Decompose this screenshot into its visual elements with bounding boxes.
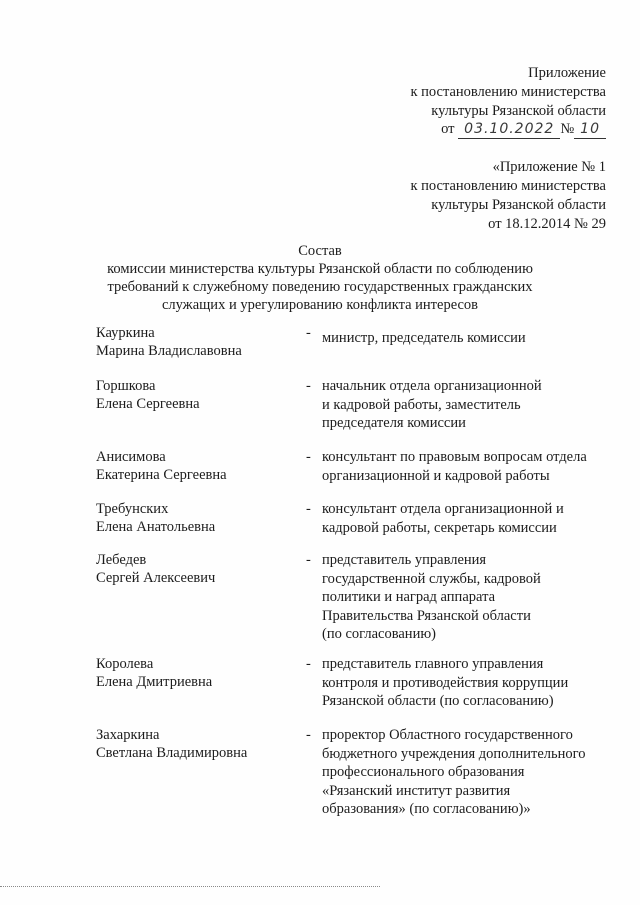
role-line: Правительства Рязанской области [322, 607, 531, 624]
member-role [322, 726, 612, 819]
role-line: государственной службы, кадровой [322, 570, 541, 587]
member-surname: Захаркина [96, 727, 160, 743]
handwritten-date: 03.10.2022 [458, 120, 560, 139]
handwritten-number: 10 [574, 120, 606, 139]
member-role [322, 377, 612, 433]
member-given-name: Екатерина Сергеевна [96, 467, 227, 483]
member-surname: Горшкова [96, 378, 156, 394]
role-line: бюджетного учреждения дополнительного [322, 745, 586, 762]
member-given-name: Елена Дмитриевна [96, 674, 213, 690]
header-line-2: к постановлению министерства [410, 84, 606, 100]
member-surname: Лебедев [96, 552, 147, 568]
quote-line-3: культуры Рязанской области [431, 197, 606, 213]
member-name [96, 448, 296, 484]
role-line: профессионального образования [322, 764, 525, 781]
member-role [322, 448, 612, 485]
member-surname: Анисимова [96, 449, 166, 465]
member-name [96, 726, 296, 762]
title-line-4: служащих и урегулированию конфликта интересов [161, 297, 479, 313]
member-given-name: Елена Анатольевна [96, 519, 216, 535]
member-given-name: Марина Владиславовна [96, 343, 242, 359]
role-line: организационной и кадровой работы [322, 467, 550, 484]
member-given-name: Елена Сергеевна [96, 396, 200, 412]
member-given-name: Сергей Алексеевич [96, 570, 216, 586]
header-line-3: культуры Рязанской области [431, 103, 606, 119]
role-line: начальник отдела организационной [322, 378, 542, 394]
role-line: Рязанской области (по согласованию) [322, 693, 554, 710]
member-surname: Требунских [96, 501, 169, 517]
member-role [322, 329, 612, 348]
title-line-3: требований к служебному поведению государственных гражданских [107, 279, 533, 295]
role-line: представитель управления [322, 552, 487, 568]
header-line-1: Приложение [528, 65, 606, 81]
member-given-name: Светлана Владимировна [96, 745, 248, 761]
date-prefix: от [441, 121, 455, 137]
role-line: председателя комиссии [322, 415, 466, 432]
role-line: представитель главного управления [322, 656, 544, 672]
member-dash: - [306, 727, 311, 743]
role-line: (по согласованию) [322, 626, 436, 643]
role-line: политики и наград аппарата [322, 589, 496, 606]
role-line: консультант отдела организационной и [322, 501, 564, 517]
role-line: «Рязанский институт развития [322, 782, 511, 799]
member-dash: - [306, 378, 311, 394]
role-line: образования» (по согласованию)» [322, 801, 531, 818]
member-surname: Королева [96, 656, 154, 672]
member-dash: - [306, 501, 311, 517]
role-line: министр, председатель комиссии [322, 330, 526, 346]
member-name [96, 655, 296, 691]
member-dash: - [306, 656, 311, 672]
member-name [96, 324, 296, 360]
member-role [322, 655, 612, 711]
member-dash: - [306, 552, 311, 568]
role-line: и кадровой работы, заместитель [322, 396, 521, 413]
member-name [96, 377, 296, 413]
title-line-2: комиссии министерства культуры Рязанской области по соблюдению [107, 261, 533, 277]
quote-line-1: «Приложение № 1 [492, 159, 606, 175]
member-role [322, 500, 612, 537]
role-line: кадровой работы, секретарь комиссии [322, 519, 557, 536]
header-date-line [441, 120, 606, 139]
bottom-divider [0, 886, 380, 887]
role-line: консультант по правовым вопросам отдела [322, 449, 587, 465]
member-name [96, 500, 296, 536]
role-line: контроля и противодействия коррупции [322, 674, 569, 691]
member-role [322, 551, 612, 644]
quote-line-2: к постановлению министерства [410, 178, 606, 194]
member-surname: Кауркина [96, 325, 155, 341]
member-name [96, 551, 296, 587]
member-dash: - [306, 449, 311, 465]
number-prefix: № [560, 121, 575, 137]
title-line-1: Состав [298, 243, 342, 259]
member-dash: - [306, 325, 311, 341]
role-line: проректор Областного государственного [322, 727, 573, 743]
quote-line-4: от 18.12.2014 № 29 [488, 216, 606, 232]
